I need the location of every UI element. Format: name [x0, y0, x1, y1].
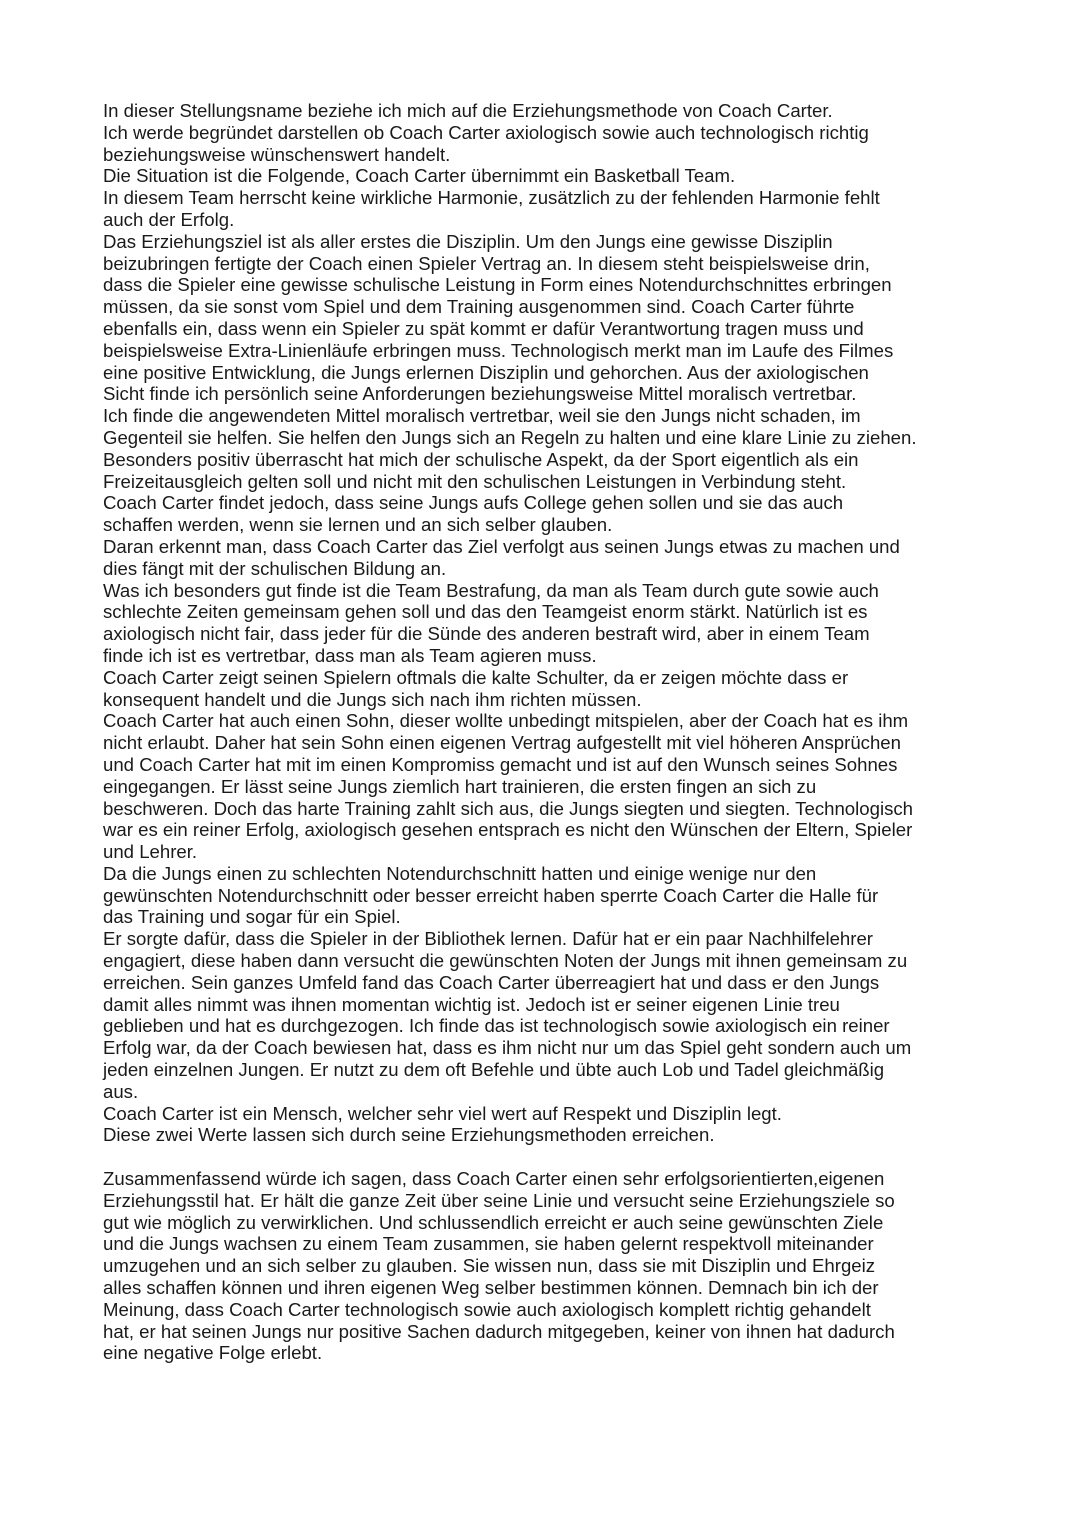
- text-line: damit alles nimmt was ihnen momentan wichtig ist. Jedoch ist er seiner eigenen Linie treu: [103, 993, 840, 1015]
- essay-text: [103, 100, 983, 1364]
- paragraph-gap: [103, 1146, 983, 1168]
- text-line: Coach Carter hat auch einen Sohn, dieser wollte unbedingt mitspielen, aber der Coach hat es ihm: [103, 710, 909, 732]
- text-line: Erziehungsstil hat. Er hält die ganze Zeit über seine Linie und versucht seine Erziehungsziele so: [103, 1189, 895, 1211]
- text-line: nicht erlaubt. Daher hat sein Sohn einen eigenen Vertrag aufgestellt mit viel höheren Ansprüchen: [103, 732, 901, 754]
- text-line: Was ich besonders gut finde ist die Team Bestrafung, da man als Team durch gute sowie auch: [103, 579, 879, 601]
- text-line: und Lehrer.: [103, 841, 198, 863]
- text-line: gut wie möglich zu verwirklichen. Und schlussendlich erreicht er auch seine gewünschten Ziele: [103, 1211, 884, 1233]
- text-line: konsequent handelt und die Jungs sich nach ihm richten müssen.: [103, 688, 642, 710]
- text-line: beispielsweise Extra-Linienläufe erbringen muss. Technologisch merkt man im Laufe des Filmes: [103, 339, 894, 361]
- text-line: erreichen. Sein ganzes Umfeld fand das Coach Carter überreagiert hat und dass er den Jungs: [103, 971, 880, 993]
- text-line: und Coach Carter hat mit im einen Kompromiss gemacht und ist auf den Wunsch seines Sohnes: [103, 753, 898, 775]
- text-line: Erfolg war, da der Coach bewiesen hat, dass es ihm nicht nur um das Spiel geht sondern auch um: [103, 1037, 912, 1059]
- text-line: Ich werde begründet darstellen ob Coach Carter axiologisch sowie auch technologisch richtig: [103, 121, 869, 143]
- text-line: beziehungsweise wünschenswert handelt.: [103, 143, 451, 165]
- text-line: gewünschten Notendurchschnitt oder besser erreicht haben sperrte Coach Carter die Halle für: [103, 884, 879, 906]
- text-line: Diese zwei Werte lassen sich durch seine Erziehungsmethoden erreichen.: [103, 1124, 715, 1146]
- text-line: Besonders positiv überrascht hat mich der schulische Aspekt, da der Sport eigentlich als ein: [103, 448, 859, 470]
- text-line: engagiert, diese haben dann versucht die gewünschten Noten der Jungs mit ihnen gemeinsam zu: [103, 950, 908, 972]
- text-line: Die Situation ist die Folgende, Coach Carter übernimmt ein Basketball Team.: [103, 165, 736, 187]
- text-line: Freizeitausgleich gelten soll und nicht mit den schulischen Leistungen in Verbindung steht.: [103, 470, 847, 492]
- text-line: Meinung, dass Coach Carter technologisch sowie auch axiologisch komplett richtig gehandelt: [103, 1298, 871, 1320]
- text-line: Coach Carter ist ein Mensch, welcher sehr viel wert auf Respekt und Disziplin legt.: [103, 1102, 782, 1124]
- text-line: auch der Erfolg.: [103, 208, 235, 230]
- text-line: beizubringen fertigte der Coach einen Spieler Vertrag an. In diesem steht beispielsweise drin,: [103, 252, 870, 274]
- text-line: In diesem Team herrscht keine wirkliche Harmonie, zusätzlich zu der fehlenden Harmonie fehlt: [103, 187, 880, 209]
- text-line: eine positive Entwicklung, die Jungs erlernen Disziplin und gehorchen. Aus der axiologischen: [103, 361, 869, 383]
- essay-body: [103, 100, 983, 1146]
- text-line: und die Jungs wachsen zu einem Team zusammen, sie haben gelernt respektvoll miteinander: [103, 1233, 874, 1255]
- text-line: Ich finde die angewendeten Mittel moralisch vertretbar, weil sie den Jungs nicht schaden, im: [103, 405, 861, 427]
- text-line: Coach Carter zeigt seinen Spielern oftmals die kalte Schulter, da er zeigen möchte dass er: [103, 666, 849, 688]
- text-line: beschweren. Doch das harte Training zahlt sich aus, die Jungs siegten und siegten. Technologisch: [103, 797, 914, 819]
- text-line: Gegenteil sie helfen. Sie helfen den Jungs sich an Regeln zu halten und eine klare Linie zu ziehen.: [103, 426, 917, 448]
- text-line: müssen, da sie sonst vom Spiel und dem Training ausgenommen sind. Coach Carter führte: [103, 296, 855, 318]
- text-line: umzugehen und an sich selber zu glauben. Sie wissen nun, dass sie mit Disziplin und Ehrgeiz: [103, 1255, 876, 1277]
- text-line: In dieser Stellungsname beziehe ich mich auf die Erziehungsmethode von Coach Carter.: [103, 100, 833, 121]
- text-line: Coach Carter findet jedoch, dass seine Jungs aufs College gehen sollen und sie das auch: [103, 492, 844, 514]
- text-line: schaffen werden, wenn sie lernen und an sich selber glauben.: [103, 514, 613, 536]
- text-line: schlechte Zeiten gemeinsam gehen soll und das den Teamgeist enorm stärkt. Natürlich ist es: [103, 601, 868, 623]
- text-line: alles schaffen können und ihren eigenen Weg selber bestimmen können. Demnach bin ich der: [103, 1277, 879, 1299]
- text-line: Er sorgte dafür, dass die Spieler in der Bibliothek lernen. Dafür hat er ein paar Nachhilfelehrer: [103, 928, 873, 950]
- text-line: jeden einzelnen Jungen. Er nutzt zu dem oft Befehle und übte auch Lob und Tadel gleichmäßig: [103, 1059, 885, 1081]
- text-line: aus.: [103, 1080, 139, 1102]
- text-line: Sicht finde ich persönlich seine Anforderungen beziehungsweise Mittel moralisch vertretbar.: [103, 383, 857, 405]
- text-line: geblieben und hat es durchgezogen. Ich finde das ist technologisch sowie axiologisch ein reiner: [103, 1015, 890, 1037]
- text-line: eingegangen. Er lässt seine Jungs ziemlich hart trainieren, die ersten fingen an sich zu: [103, 775, 817, 797]
- text-line: Daran erkennt man, dass Coach Carter das Ziel verfolgt aus seinen Jungs etwas zu machen und: [103, 535, 900, 557]
- text-line: Das Erziehungsziel ist als aller erstes die Disziplin. Um den Jungs eine gewisse Disziplin: [103, 230, 833, 252]
- text-line: finde ich ist es vertretbar, dass man als Team agieren muss.: [103, 644, 597, 666]
- text-line: dies fängt mit der schulischen Bildung an.: [103, 557, 447, 579]
- text-line: das Training und sogar für ein Spiel.: [103, 906, 401, 928]
- text-line: war es ein reiner Erfolg, axiologisch gesehen entsprach es nicht den Wünschen der Eltern, Spieler: [103, 819, 913, 841]
- essay-conclusion: [103, 1168, 983, 1364]
- text-line: dass die Spieler eine gewisse schulische Leistung in Form eines Notendurchschnittes erbringen: [103, 274, 892, 296]
- text-line: axiologisch nicht fair, dass jeder für die Sünde des anderen bestraft wird, aber in einem Team: [103, 623, 870, 645]
- text-line: eine negative Folge erlebt.: [103, 1342, 323, 1364]
- text-line: ebenfalls ein, dass wenn ein Spieler zu spät kommt er dafür Verantwortung tragen muss und: [103, 317, 864, 339]
- text-line: Zusammenfassend würde ich sagen, dass Coach Carter einen sehr erfolgsorientierten,eigenen: [103, 1168, 885, 1190]
- text-line: Da die Jungs einen zu schlechten Notendurchschnitt hatten und einige wenige nur den: [103, 862, 817, 884]
- text-line: hat, er hat seinen Jungs nur positive Sachen dadurch mitgegeben, keiner von ihnen hat dadurch: [103, 1320, 895, 1342]
